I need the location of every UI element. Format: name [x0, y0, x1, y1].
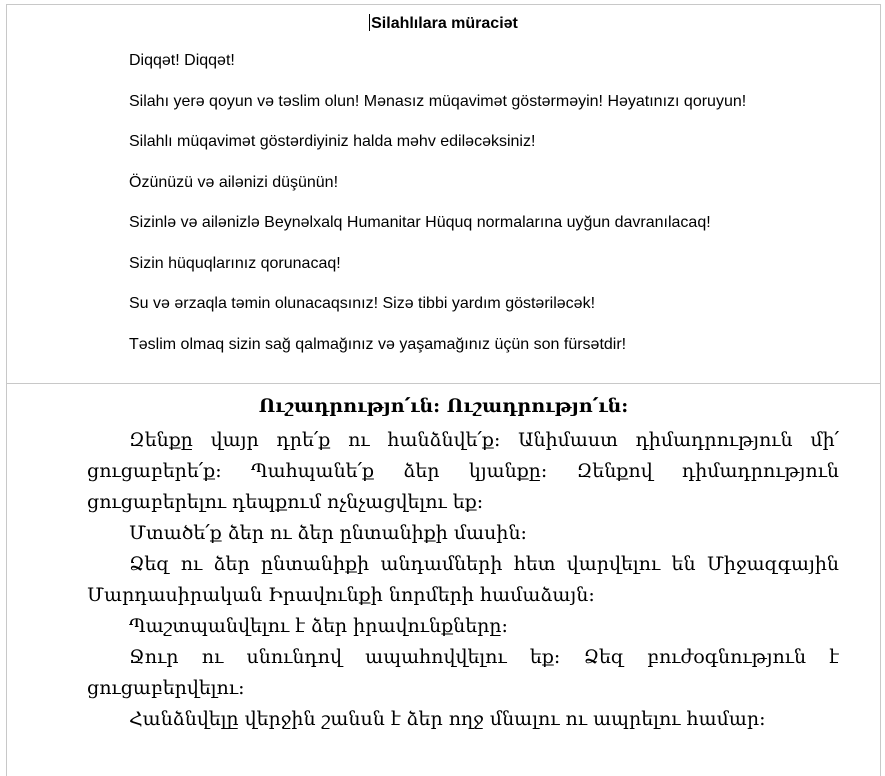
hy-paragraph[interactable]: Ձեզ ու ձեր ընտանիքի անդամների հետ վարվելու են Միջազգային Մարդասիրական Իրավունքի նորմերի համաձայն:	[87, 553, 839, 606]
document-title-azerbaijani[interactable]	[7, 14, 880, 33]
hy-paragraph[interactable]: Ջուր ու սնունդով ապահովվելու եք: Ձեզ բուժօգնություն է ցուցաբերվելու:	[87, 646, 839, 699]
hy-paragraph[interactable]: Պաշտպանվելու է ձեր իրավունքները:	[129, 615, 508, 637]
az-paragraph[interactable]: Sizin hüquqlarınız qorunacaq!	[129, 255, 341, 272]
az-paragraph[interactable]: Özünüzü və ailənizi düşünün!	[129, 174, 339, 191]
az-paragraph[interactable]: Su və ərzaqla təmin olunacaqsınız! Sizə tibbi yardım göstəriləcək!	[129, 295, 596, 312]
document-title-armenian[interactable]: Ուշադրությո՛ւն: Ուշադրությո՛ւն:	[258, 395, 629, 417]
armenian-body[interactable]	[87, 425, 839, 735]
text-cursor	[369, 14, 370, 31]
document-page[interactable]	[6, 4, 881, 776]
page-break-divider	[7, 383, 880, 384]
az-paragraph[interactable]: Silahlı müqavimət göstərdiyiniz halda məhv ediləcəksiniz!	[129, 133, 536, 150]
az-paragraph[interactable]: Diqqət! Diqqət!	[129, 52, 235, 69]
hy-paragraph[interactable]: Հանձնվելը վերջին շանսն է ձեր ողջ մնալու ու ապրելու համար:	[129, 708, 766, 730]
az-paragraph[interactable]: Sizinlə və ailənizlə Beynəlxalq Humanitar Hüquq normalarına uyğun davranılacaq!	[129, 214, 711, 231]
title-text: Silahlılara müraciət	[371, 15, 518, 32]
az-paragraph[interactable]: Silahı yerə qoyun və təslim olun! Mənasız müqavimət göstərməyin! Həyatınızı qoruyun!	[129, 93, 747, 110]
hy-paragraph[interactable]: Զենքը վայր դրե՛ք ու հանձնվե՛ք: Անիմաստ դիմադրություն մի՛ ցուցաբերե՛ք: Պահպանե՛ք ձեր կյանքը: Զենքով դիմադրություն ցուցաբերելու դեպքում ոչնչացվելու եք:	[87, 429, 839, 513]
hy-paragraph[interactable]: Մտածե՛ք ձեր ու ձեր ընտանիքի մասին:	[129, 522, 527, 544]
az-paragraph[interactable]: Təslim olmaq sizin sağ qalmağınız və yaşamağınız üçün son fürsətdir!	[129, 336, 627, 353]
